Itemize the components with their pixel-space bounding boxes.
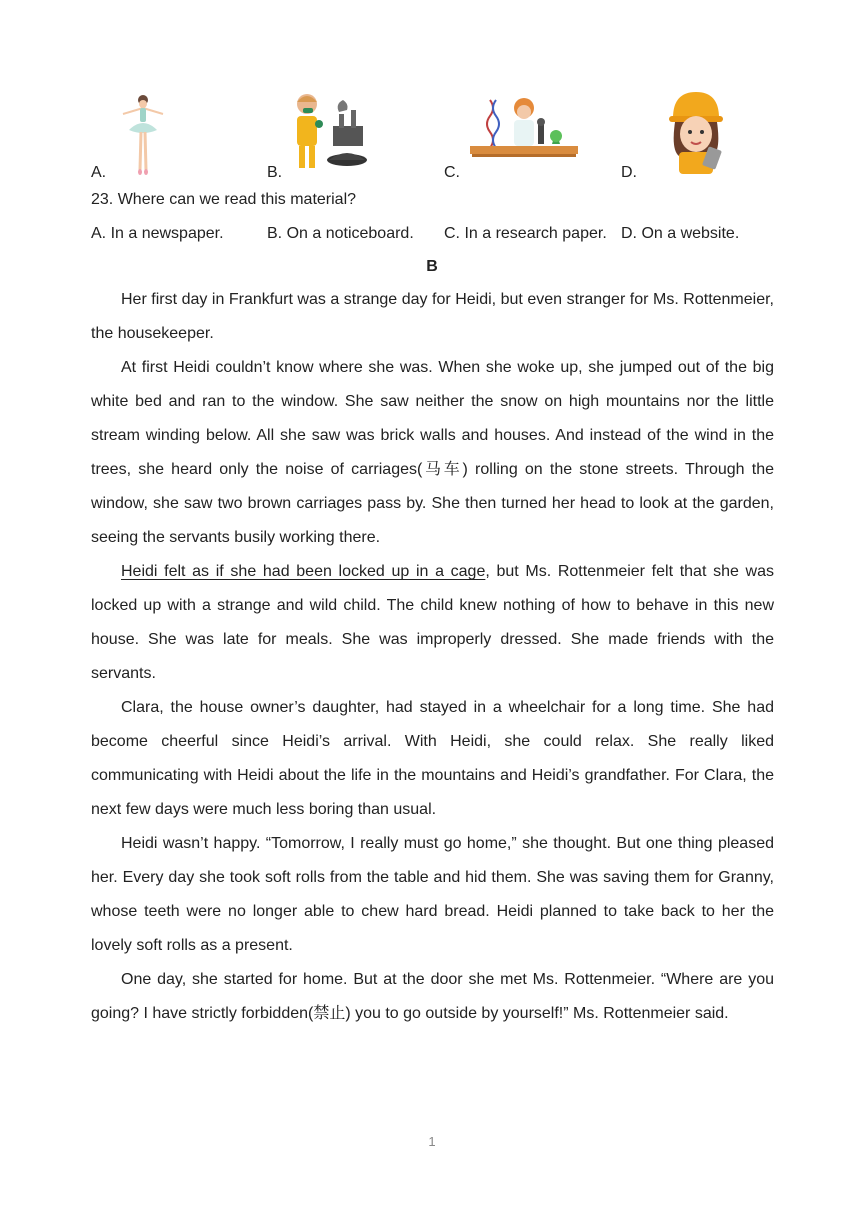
section-title: B bbox=[426, 258, 438, 275]
option-d[interactable] bbox=[621, 88, 741, 183]
construction-worker-icon bbox=[661, 90, 731, 174]
paragraph-3 bbox=[91, 555, 774, 691]
answer-option-c[interactable]: C. In a research paper. bbox=[444, 225, 607, 242]
option-a-label: A. bbox=[91, 164, 107, 181]
paragraph-6: One day, she started for home. But at the door she met Ms. Rottenmeier. “Where are you going? I have strictly forbidden(禁止) you to go outside by yourself!” Ms. Rottenmeier said. bbox=[91, 971, 774, 1022]
paragraph-3-rest: , but Ms. Rottenmeier felt that she was locked up with a strange and wild child. The child knew nothing of how to behave in this new house. She was late for meals. She was improperly dressed. She made friends with the servants. bbox=[91, 563, 775, 682]
paragraph-5: Heidi wasn’t happy. “Tomorrow, I really must go home,” she thought. But one thing pleased her. Every day she took soft rolls from the table and hid them. She was saving them for Granny, whose teeth were no longer able to chew hard bread. Heidi planned to take back to her the lovely soft rolls as a present. bbox=[91, 835, 774, 954]
scientist-lab-icon bbox=[470, 94, 578, 166]
option-c[interactable] bbox=[444, 88, 594, 183]
ballet-dancer-icon bbox=[115, 92, 171, 178]
option-d-label: D. bbox=[621, 164, 637, 181]
page-number: 1 bbox=[428, 1134, 436, 1149]
option-b[interactable] bbox=[267, 88, 387, 183]
underlined-sentence: Heidi felt as if she had been locked up in a cage bbox=[121, 563, 486, 580]
environmental-worker-icon bbox=[289, 90, 369, 172]
question-23-prompt: 23. Where can we read this material? bbox=[91, 191, 357, 208]
answer-option-d[interactable]: D. On a website. bbox=[621, 225, 740, 242]
paragraph-4: Clara, the house owner’s daughter, had stayed in a wheelchair for a long time. She had become cheerful since Heidi’s arrival. With Heidi, she could relax. She really liked communicating with Heidi about the life in the mountains and Heidi’s grandfather. For Clara, the next few days were much less boring than usual. bbox=[91, 699, 774, 818]
option-b-label: B. bbox=[267, 164, 283, 181]
option-c-label: C. bbox=[444, 164, 460, 181]
option-a[interactable] bbox=[91, 88, 191, 183]
answer-option-a[interactable]: A. In a newspaper. bbox=[91, 225, 224, 242]
paragraph-2: At first Heidi couldn’t know where she was. When she woke up, she jumped out of the big white bed and ran to the window. She saw neither the snow on high mountains nor the little stream winding below. All she saw was brick walls and houses. And instead of the wind in the trees, she heard only the noise of carriages(马车) rolling on the stone streets. Through the window, she saw two brown carriages pass by. She then turned her head to look at the garden, seeing the servants busily working there. bbox=[91, 359, 774, 546]
reading-passage bbox=[91, 283, 774, 1031]
answer-option-b[interactable]: B. On a noticeboard. bbox=[267, 225, 414, 242]
paragraph-1: Her first day in Frankfurt was a strange day for Heidi, but even stranger for Ms. Rottenmeier, the housekeeper. bbox=[91, 291, 774, 342]
